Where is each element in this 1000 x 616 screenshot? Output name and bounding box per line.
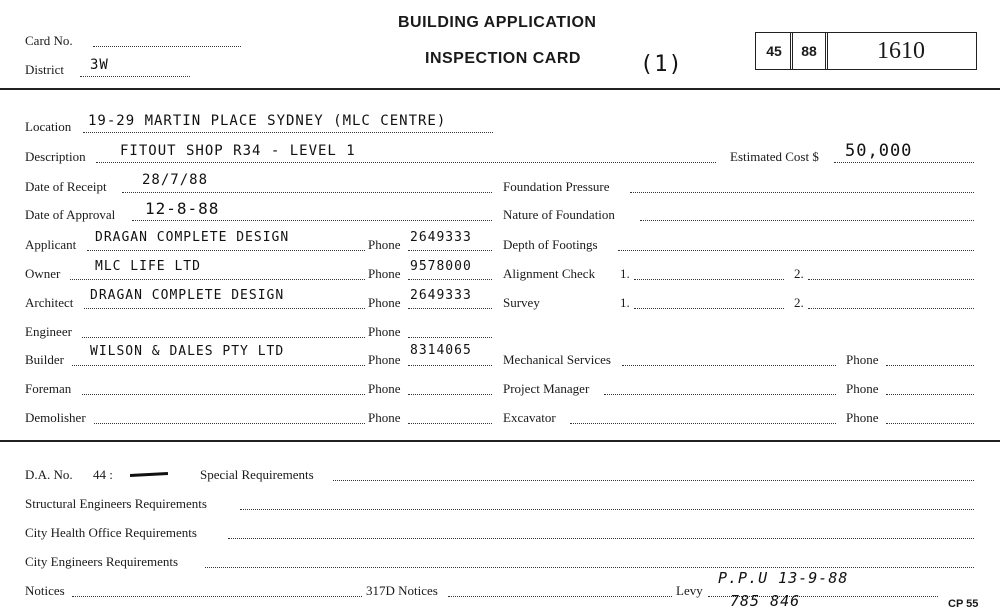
applicant-phone: 2649333 — [410, 230, 472, 245]
title-line2: INSPECTION CARD — [425, 50, 581, 67]
receipt-label: Date of Receipt — [25, 179, 107, 194]
owner-label: Owner — [25, 266, 61, 281]
excavator-label: Excavator — [503, 410, 556, 425]
special-requirements-line — [333, 480, 974, 481]
alignment-1-label: 1. — [620, 266, 630, 281]
footer-rule — [0, 440, 1000, 442]
estimated-cost-value: 50,000 — [845, 141, 913, 161]
applicant-phone-label: Phone — [368, 237, 401, 252]
foreman-phone-line — [408, 394, 492, 395]
builder-label: Builder — [25, 352, 64, 367]
levy-value-line2: 785 846 — [730, 592, 801, 610]
alignment-1-line — [634, 279, 784, 280]
city-engineers-label: City Engineers Requirements — [25, 554, 179, 569]
location-label: Location — [25, 119, 72, 134]
levy-label: Levy — [676, 583, 703, 598]
card-no-label: Card No. — [25, 33, 73, 48]
excavator-phone-label: Phone — [846, 410, 879, 425]
notices-label: Notices — [25, 583, 65, 598]
da-no-label: D.A. No. — [25, 467, 73, 482]
engineer-phone-line — [408, 337, 492, 338]
card-no-line — [93, 46, 241, 47]
project-manager-label: Project Manager — [503, 381, 590, 396]
circled-mark: (1) — [640, 52, 683, 77]
receipt-value: 28/7/88 — [142, 172, 209, 188]
demolisher-label: Demolisher — [25, 410, 86, 425]
project-manager-phone-label: Phone — [846, 381, 879, 396]
demolisher-line — [94, 423, 365, 424]
city-health-line — [228, 538, 974, 539]
foundation-pressure-label: Foundation Pressure — [503, 179, 610, 194]
header-rule — [0, 88, 1000, 90]
city-engineers-line — [205, 567, 974, 568]
box-number: 1610 — [825, 32, 977, 70]
mechanical-services-label: Mechanical Services — [503, 352, 611, 367]
approval-line — [132, 220, 492, 221]
estimated-cost-label: Estimated Cost $ — [730, 149, 819, 164]
description-line — [96, 162, 716, 163]
location-line — [83, 132, 493, 133]
applicant-line — [87, 250, 365, 251]
architect-label: Architect — [25, 295, 74, 310]
survey-label: Survey — [503, 295, 540, 310]
builder-phone: 8314065 — [410, 343, 472, 358]
survey-2-label: 2. — [794, 295, 804, 310]
demolisher-phone-line — [408, 423, 492, 424]
alignment-2-line — [808, 279, 974, 280]
owner-phone-label: Phone — [368, 266, 401, 281]
approval-value: 12-8-88 — [145, 199, 220, 218]
levy-value-line1: P.P.U 13-9-88 — [718, 569, 849, 587]
district-value: 3W — [90, 57, 109, 73]
city-health-label: City Health Office Requirements — [25, 525, 197, 540]
owner-line — [70, 279, 365, 280]
architect-value: DRAGAN COMPLETE DESIGN — [90, 288, 285, 303]
architect-phone-label: Phone — [368, 295, 401, 310]
nature-of-foundation-label: Nature of Foundation — [503, 207, 615, 222]
receipt-line — [122, 192, 492, 193]
special-requirements-label: Special Requirements — [200, 467, 314, 482]
district-line — [80, 76, 190, 77]
district-label: District — [25, 62, 64, 77]
mechanical-phone-line — [886, 365, 974, 366]
applicant-label: Applicant — [25, 237, 77, 252]
excavator-line — [570, 423, 836, 424]
architect-phone-line — [408, 308, 492, 309]
form-code: CP 55 — [948, 598, 979, 610]
architect-line — [84, 308, 365, 309]
cost-line — [834, 162, 974, 163]
owner-phone: 9578000 — [410, 259, 472, 274]
foreman-label: Foreman — [25, 381, 72, 396]
mechanical-services-line — [622, 365, 836, 366]
depth-of-footings-label: Depth of Footings — [503, 237, 598, 252]
da-no-dash — [130, 472, 168, 477]
notices-317d-label: 317D Notices — [366, 583, 438, 598]
notices-317d-line — [448, 596, 672, 597]
depth-of-footings-line — [618, 250, 974, 251]
box-a: 45 — [755, 32, 793, 70]
foreman-line — [82, 394, 365, 395]
demolisher-phone-label: Phone — [368, 410, 401, 425]
owner-value: MLC LIFE LTD — [95, 259, 201, 274]
structural-label: Structural Engineers Requirements — [25, 496, 207, 511]
engineer-phone-label: Phone — [368, 324, 401, 339]
builder-line — [72, 365, 365, 366]
location-value: 19-29 MARTIN PLACE SYDNEY (MLC CENTRE) — [88, 113, 447, 129]
mechanical-phone-label: Phone — [846, 352, 879, 367]
description-label: Description — [25, 149, 86, 164]
architect-phone: 2649333 — [410, 288, 472, 303]
title-line1: BUILDING APPLICATION — [398, 14, 597, 31]
project-manager-phone-line — [886, 394, 974, 395]
notices-line — [72, 596, 362, 597]
builder-phone-label: Phone — [368, 352, 401, 367]
builder-value: WILSON & DALES PTY LTD — [90, 344, 285, 359]
box-b: 88 — [790, 32, 828, 70]
applicant-phone-line — [408, 250, 492, 251]
nature-of-foundation-line — [640, 220, 974, 221]
owner-phone-line — [408, 279, 492, 280]
project-manager-line — [604, 394, 836, 395]
survey-2-line — [808, 308, 974, 309]
structural-line — [240, 509, 974, 510]
foundation-pressure-line — [630, 192, 974, 193]
engineer-line — [82, 337, 365, 338]
foreman-phone-label: Phone — [368, 381, 401, 396]
applicant-value: DRAGAN COMPLETE DESIGN — [95, 230, 290, 245]
description-value: FITOUT SHOP R34 - LEVEL 1 — [120, 143, 356, 159]
da-no-value: 44 : — [93, 467, 113, 482]
alignment-check-label: Alignment Check — [503, 266, 596, 281]
builder-phone-line — [408, 365, 492, 366]
approval-label: Date of Approval — [25, 207, 116, 222]
survey-1-label: 1. — [620, 295, 630, 310]
alignment-2-label: 2. — [794, 266, 804, 281]
engineer-label: Engineer — [25, 324, 72, 339]
survey-1-line — [634, 308, 784, 309]
excavator-phone-line — [886, 423, 974, 424]
